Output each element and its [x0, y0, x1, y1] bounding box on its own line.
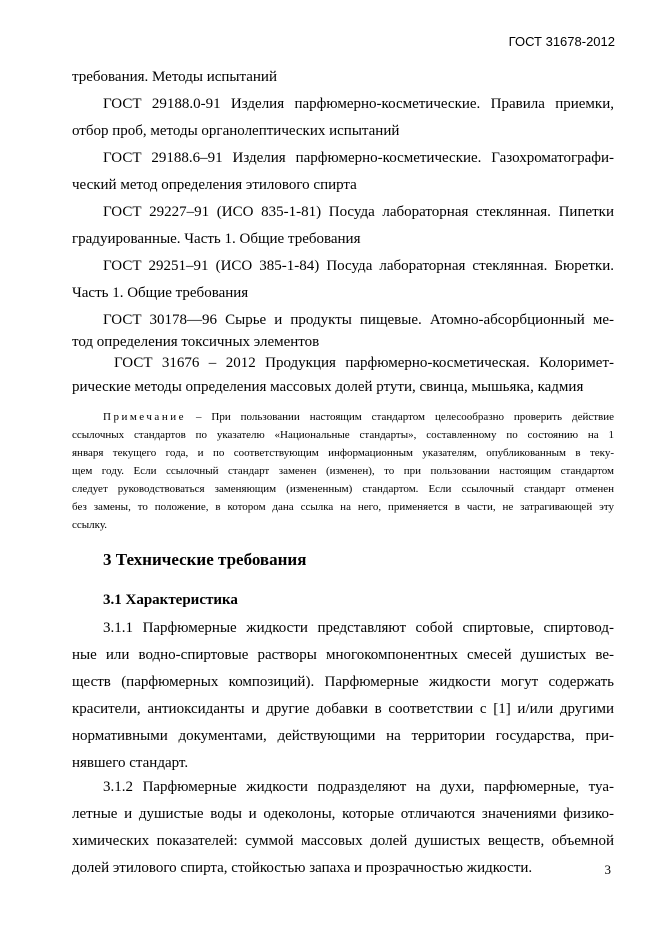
note-line: января текущего года, и по соответствующим информационным указателям, опубликованным в теку- [72, 447, 614, 459]
paragraph-line: ные или водно-спиртовые растворы многокомпонентных смесей душистых ве- [72, 647, 614, 663]
paragraph-line: нормативными документами, действующими на территории государства, при- [72, 728, 614, 744]
reference-item [72, 351, 614, 399]
note-text: – При пользовании настоящим стандартом целесообразно проверить действие [195, 411, 614, 423]
reference-line: ГОСТ 29188.0-91 Изделия парфюмерно-косметические. Правила приемки, [103, 96, 614, 112]
reference-line: ГОСТ 29188.6–91 Изделия парфюмерно-косметические. Газохроматографи- [103, 150, 614, 166]
reference-line: ГОСТ 29227–91 (ИСО 835-1-81) Посуда лабораторная стеклянная. Пипетки [103, 204, 614, 220]
reference-line: ческий метод определения этилового спирта [72, 177, 357, 193]
paragraph-line: красители, антиоксиданты и другие добавки в соответствии с [1] и/или другими [72, 701, 614, 717]
reference-line: ГОСТ 30178—96 Сырье и продукты пищевые. Атомно-абсорбционный ме- [103, 312, 614, 328]
note-line: ссылочных стандартов по указателю «Национальные стандарты», составленному по состоянию на 1 [72, 429, 614, 441]
reference-line: ГОСТ 31676 – 2012 Продукция парфюмерно-косметическая. Колоримет- [114, 355, 614, 371]
paragraph-line: химических показателей: суммой массовых долей душистых веществ, объемной [72, 833, 614, 849]
note-block [72, 408, 614, 534]
page-number: 3 [604, 862, 611, 877]
note-line: щем году. Если ссылочный стандарт заменен (изменен), то при пользовании настоящим стандартом [72, 465, 614, 477]
paragraph-line: нявшего стандарт. [72, 755, 189, 771]
reference-item [72, 253, 614, 307]
reference-item [72, 145, 614, 199]
reference-line: требования. Методы испытаний [72, 69, 277, 85]
paragraph-3-1-1 [72, 615, 614, 777]
note-line [72, 408, 614, 426]
paragraph-line: долей этилового спирта, стойкостью запаха и прозрачностью жидкости. [72, 860, 533, 876]
paragraph-line: ществ (парфюмерных композиций). Парфюмерные жидкости могут содержать [72, 674, 614, 690]
note-label: Примечание [103, 411, 186, 423]
paragraph-line: 3.1.1 Парфюмерные жидкости представляют собой спиртовые, спиртовод- [103, 620, 614, 636]
paragraph-line: 3.1.2 Парфюмерные жидкости подразделяют на духи, парфюмерные, туа- [103, 779, 614, 795]
note-line: следует руководствоваться заменяющим (измененным) стандартом. Если ссылочный стандарт отменен [72, 483, 614, 495]
paragraph-3-1-2 [72, 774, 614, 882]
reference-item [72, 307, 614, 350]
reference-line: отбор проб, методы органолептических испытаний [72, 123, 400, 139]
section-title: 3 Технические требования [103, 550, 307, 569]
paragraph-line: летные и душистые воды и одеколоны, которые отличаются значениями физико- [72, 806, 614, 822]
reference-line: тод определения токсичных элементов [72, 334, 320, 350]
reference-line: ГОСТ 29251–91 (ИСО 385-1-84) Посуда лабораторная стеклянная. Бюретки. [103, 258, 614, 274]
note-line: ссылку. [72, 519, 107, 531]
reference-item [72, 91, 614, 145]
reference-line: градуированные. Часть 1. Общие требования [72, 231, 361, 247]
note-line: без замены, то положение, в котором дана ссылка на него, применяется в части, не затрагивающей эту [72, 501, 614, 513]
reference-line: Часть 1. Общие требования [72, 285, 249, 301]
document-header-id: ГОСТ 31678-2012 [508, 34, 615, 49]
reference-continuation [72, 64, 614, 91]
subsection-title: 3.1 Характеристика [103, 592, 238, 608]
reference-line: рические методы определения массовых долей ртути, свинца, мышьяка, кадмия [72, 379, 584, 395]
reference-item [72, 199, 614, 253]
